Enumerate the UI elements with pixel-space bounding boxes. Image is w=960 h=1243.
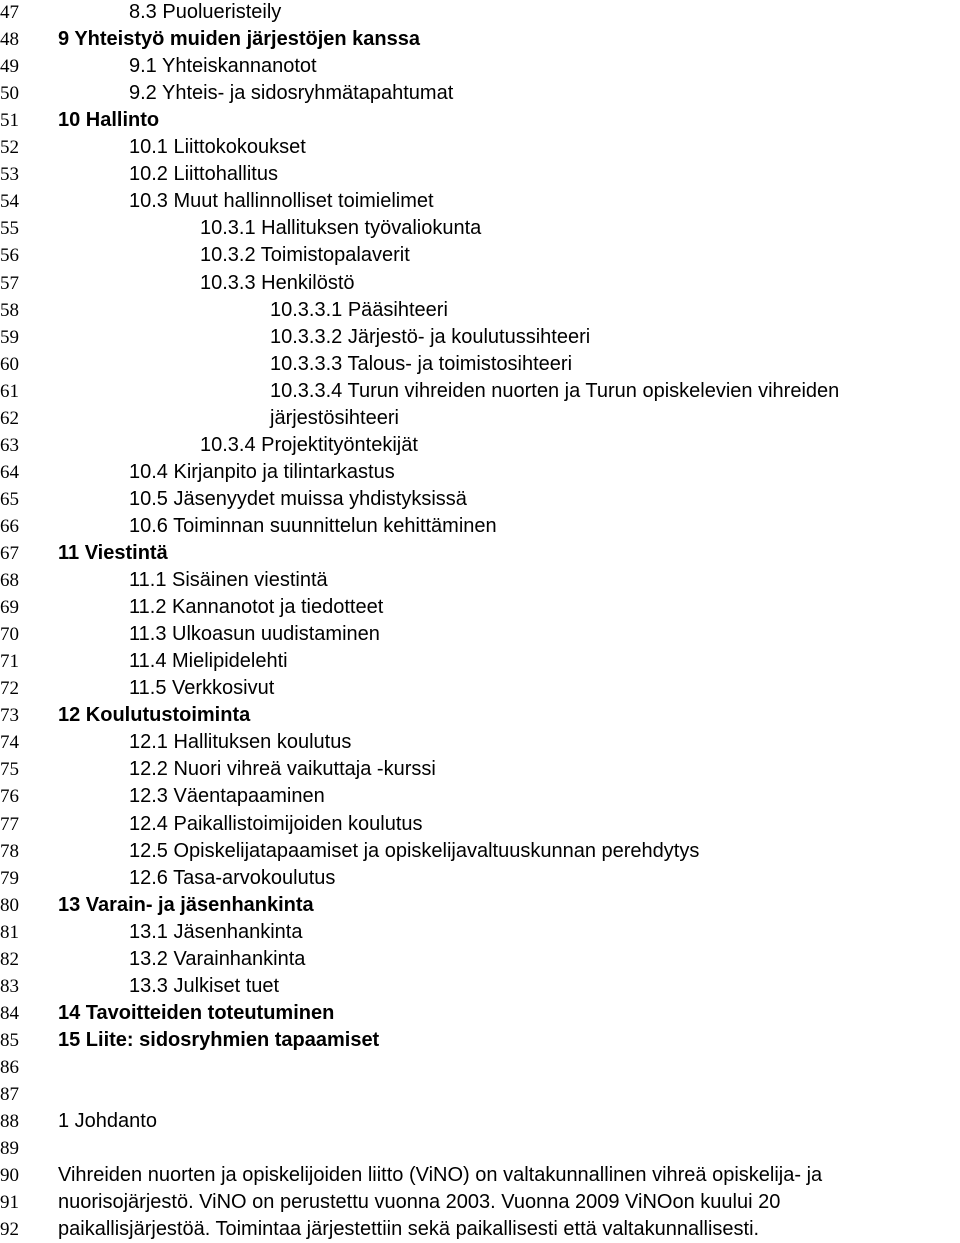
line-number: 82: [0, 948, 19, 970]
document-line: [0, 270, 960, 297]
line-text: 9.2 Yhteis- ja sidosryhmätapahtumat: [129, 82, 454, 105]
line-number: 60: [0, 353, 19, 375]
document-line: [0, 594, 960, 621]
document-line: [0, 1054, 960, 1081]
line-number: 74: [0, 732, 19, 754]
document-line: [0, 729, 960, 756]
line-text: järjestösihteeri: [270, 406, 399, 429]
document-line: [0, 702, 960, 729]
section-heading: 11 Viestintä: [58, 542, 168, 564]
document-line: [0, 783, 960, 810]
line-text: 13.3 Julkiset tuet: [129, 974, 280, 997]
line-number: 68: [0, 570, 19, 592]
line-text: 10.3.3.1 Pääsihteeri: [270, 298, 448, 321]
line-number: 78: [0, 840, 19, 862]
document-line: [0, 919, 960, 946]
document-line: [0, 811, 960, 838]
document-line: [0, 1189, 960, 1216]
line-text: 8.3 Puolueristeily: [129, 1, 282, 23]
line-number: 63: [0, 434, 19, 456]
line-number: 65: [0, 488, 19, 510]
line-number: 54: [0, 191, 19, 213]
line-text: 10.2 Liittohallitus: [129, 163, 278, 186]
document-line: [0, 134, 960, 161]
line-number: 88: [0, 1111, 19, 1133]
line-number: 64: [0, 461, 19, 483]
line-number: 83: [0, 975, 19, 997]
line-text: 11.1 Sisäinen viestintä: [129, 569, 328, 592]
document-line: [0, 1216, 960, 1243]
document-line: [0, 892, 960, 919]
line-number: 53: [0, 164, 19, 186]
document-line: [0, 973, 960, 1000]
line-text: paikallisjärjestöä. Toimintaa järjestettiin sekä paikallisesti että valtakunnallisesti.: [58, 1218, 760, 1241]
line-text: 10.5 Jäsenyydet muissa yhdistyksissä: [129, 487, 467, 510]
line-text: 10.3.3.4 Turun vihreiden nuorten ja Turun opiskelevien vihreiden: [270, 379, 840, 402]
line-text: 12.4 Paikallistoimijoiden koulutus: [129, 812, 423, 835]
line-number: 55: [0, 218, 19, 240]
document-line: [0, 405, 960, 432]
line-text: 10.4 Kirjanpito ja tilintarkastus: [129, 460, 395, 483]
line-number: 76: [0, 786, 19, 808]
line-number: 79: [0, 867, 19, 889]
line-text: 11.2 Kannanotot ja tiedotteet: [129, 596, 384, 619]
line-text: 12.3 Väentapaaminen: [129, 785, 325, 808]
line-number: 81: [0, 921, 19, 943]
line-text: Vihreiden nuorten ja opiskelijoiden liitto (ViNO) on valtakunnallinen vihreä opiskelija- ja: [58, 1164, 823, 1187]
line-text: 10.6 Toiminnan suunnittelun kehittäminen: [129, 514, 497, 537]
document-line: [0, 0, 960, 26]
line-text: 12.6 Tasa-arvokoulutus: [129, 866, 336, 889]
line-number: 80: [0, 894, 19, 916]
section-heading: 9 Yhteistyö muiden järjestöjen kanssa: [58, 28, 420, 51]
line-number: 84: [0, 1002, 19, 1024]
line-number: 62: [0, 407, 19, 429]
document-line: [0, 1081, 960, 1108]
document-line: [0, 242, 960, 269]
document-line: [0, 378, 960, 405]
section-heading: 14 Tavoitteiden toteutuminen: [58, 1001, 335, 1024]
section-heading: 15 Liite: sidosryhmien tapaamiset: [58, 1028, 380, 1051]
document-line: [0, 946, 960, 973]
section-heading: 12 Koulutustoiminta: [58, 704, 251, 727]
line-text: 10.1 Liittokokoukset: [129, 136, 306, 159]
line-text: 11.3 Ulkoasun uudistaminen: [129, 623, 380, 646]
document-line: [0, 459, 960, 486]
document-line: [0, 567, 960, 594]
line-number: 73: [0, 705, 19, 727]
line-text: 9.1 Yhteiskannanotot: [129, 55, 317, 78]
section-heading: 13 Varain- ja jäsenhankinta: [58, 893, 314, 916]
line-number: 92: [0, 1219, 19, 1241]
line-number: 48: [0, 29, 19, 51]
line-text: 11.4 Mielipidelehti: [129, 650, 288, 673]
line-text: 10.3.3 Henkilöstö: [200, 271, 355, 294]
line-text: 1 Johdanto: [58, 1110, 157, 1133]
document-line: [0, 432, 960, 459]
line-text: 10.3.3.3 Talous- ja toimistosihteeri: [270, 352, 573, 375]
line-text: 11.5 Verkkosivut: [129, 677, 275, 700]
line-text: 12.5 Opiskelijatapaamiset ja opiskelijavaltuuskunnan perehdytys: [129, 839, 700, 862]
line-number: 69: [0, 597, 19, 619]
document-line: [0, 53, 960, 80]
line-text: 10.3.2 Toimistopalaverit: [200, 244, 410, 267]
document-line: [0, 107, 960, 134]
document-line: [0, 838, 960, 865]
line-number: 71: [0, 651, 19, 673]
document-line: [0, 1000, 960, 1027]
line-number: 91: [0, 1192, 19, 1214]
document-line: [0, 351, 960, 378]
line-text: 10.3.4 Projektityöntekijät: [200, 433, 418, 456]
line-number: 89: [0, 1138, 19, 1160]
line-number: 51: [0, 110, 19, 132]
line-number: 49: [0, 56, 19, 78]
document-line: [0, 648, 960, 675]
document-line: [0, 324, 960, 351]
line-number: 57: [0, 272, 19, 294]
line-number: 56: [0, 245, 19, 267]
line-number: 61: [0, 380, 19, 402]
line-text: 12.2 Nuori vihreä vaikuttaja -kurssi: [129, 758, 436, 781]
document-line: [0, 756, 960, 783]
line-number: 85: [0, 1029, 19, 1051]
line-text: 12.1 Hallituksen koulutus: [129, 731, 352, 754]
line-number: 47: [0, 2, 19, 23]
line-number: 67: [0, 543, 19, 564]
document-line: [0, 26, 960, 53]
document-line: [0, 621, 960, 648]
line-number: 75: [0, 759, 19, 781]
line-number: 87: [0, 1084, 19, 1105]
section-heading: 10 Hallinto: [58, 109, 160, 132]
line-number: 90: [0, 1165, 19, 1187]
document-line: [0, 1162, 960, 1189]
line-text: 13.1 Jäsenhankinta: [129, 920, 303, 943]
document-line: [0, 1027, 960, 1054]
line-number: 77: [0, 813, 19, 835]
document-line: [0, 486, 960, 513]
document-line: [0, 675, 960, 702]
line-text: 13.2 Varainhankinta: [129, 947, 306, 970]
line-number: 59: [0, 326, 19, 348]
line-number: 50: [0, 83, 19, 105]
line-text: 10.3 Muut hallinnolliset toimielimet: [129, 190, 434, 213]
line-number: 58: [0, 299, 19, 321]
document-line: [0, 865, 960, 892]
document-line: [0, 540, 960, 567]
line-number: 72: [0, 678, 19, 700]
document-line: [0, 1135, 960, 1162]
document-line: [0, 513, 960, 540]
line-number: 52: [0, 137, 19, 159]
line-text: 10.3.3.2 Järjestö- ja koulutussihteeri: [270, 325, 591, 348]
document-line: [0, 297, 960, 324]
line-number: 70: [0, 624, 19, 646]
line-number: 66: [0, 515, 19, 537]
document-line: [0, 215, 960, 242]
line-number: 86: [0, 1056, 19, 1078]
document-line: [0, 188, 960, 215]
line-text: 10.3.1 Hallituksen työvaliokunta: [200, 217, 482, 240]
document-line: [0, 161, 960, 188]
line-text: nuorisojärjestö. ViNO on perustettu vuonna 2003. Vuonna 2009 ViNOon kuului 20: [58, 1191, 781, 1214]
document-line: [0, 80, 960, 107]
document-line: [0, 1108, 960, 1135]
